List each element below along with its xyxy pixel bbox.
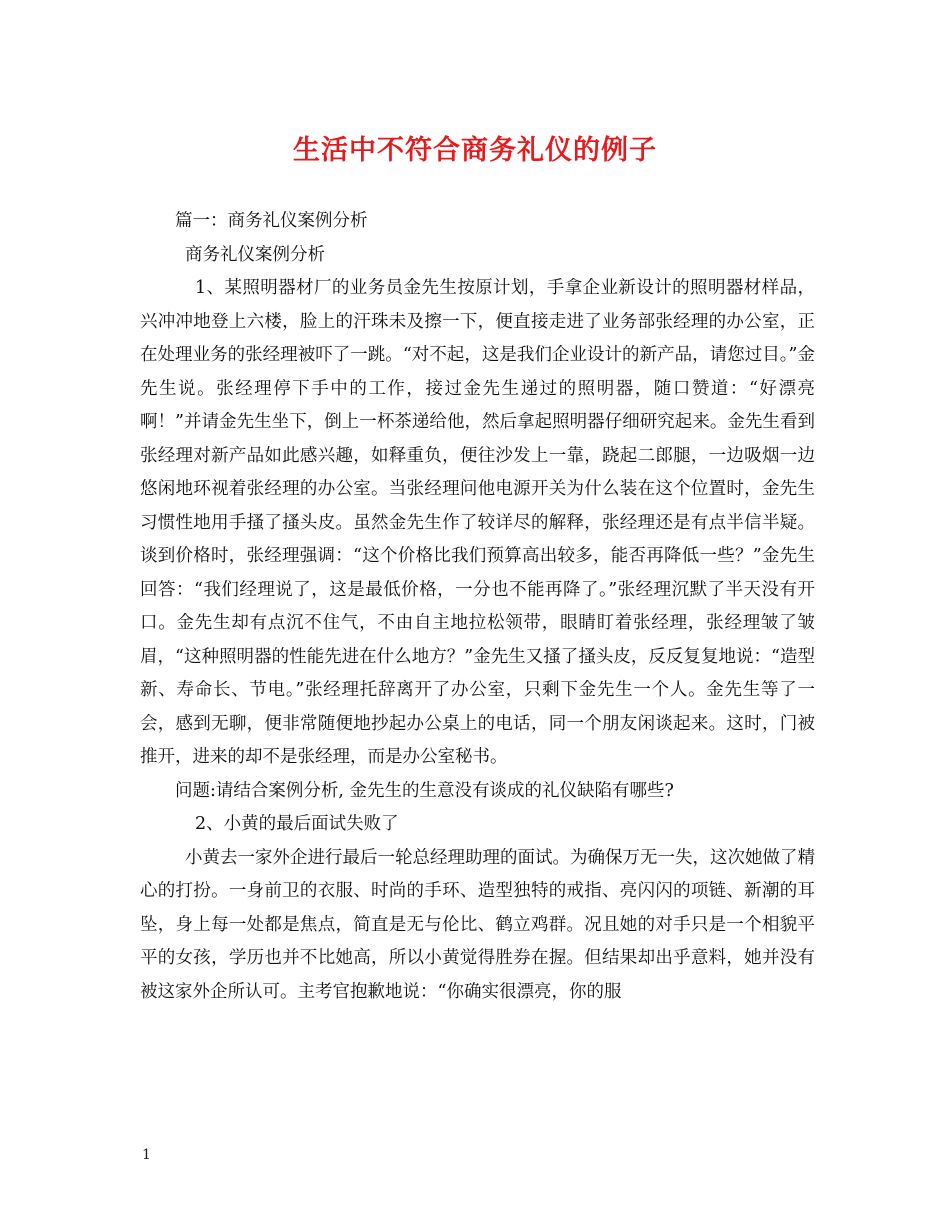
case-heading-2: 2、小黄的最后面试失败了 (195, 814, 399, 834)
section-heading: 篇一：商务礼仪案例分析 (175, 211, 368, 231)
page-number: 1 (142, 1147, 151, 1163)
case-paragraph-2: 小黄去一家外企进行最后一轮总经理助理的面试。为确保万无一失，这次她做了精心的打扮。一身前卫的衣服、时尚的手环、造型独特的戒指、亮闪闪的项链、新潮的耳坠，身上每一处都是焦点，简直是无与伦比、鹤立鸡群。况且她的对手只是一个相貌平平的女孩，学历也并不比她高，所以小黄觉得胜券在握。但结果却出乎意料，她并没有被这家外企所认可。主考官抱歉地说：“你确实很漂亮，你的服 (140, 847, 815, 1002)
case-paragraph-1: 1、某照明器材厂的业务员金先生按原计划，手拿企业新设计的照明器材样品，兴冲冲地登上六楼，脸上的汗珠未及擦一下，便直接走进了业务部张经理的办公室，正在处理业务的张经理被吓了一跳。“对不起，这是我们企业设计的新产品，请您过目。”金先生说。张经理停下手中的工作，接过金先生递过的照明器，随口赞道：“好漂亮啊！”并请金先生坐下，倒上一杯茶递给他，然后拿起照明器仔细研究起来。金先生看到张经理对新产品如此感兴趣，如释重负，便往沙发上一靠，跷起二郎腿，一边吸烟一边悠闲地环视着张经理的办公室。当张经理问他电源开关为什么装在这个位置时，金先生习惯性地用手搔了搔头皮。虽然金先生作了较详尽的解释，张经理还是有点半信半疑。谈到价格时，张经理强调：“这个价格比我们预算高出较多，能否再降低一些？”金先生回答：“我们经理说了，这是最低价格，一分也不能再降了。”张经理沉默了半天没有开口。金先生却有点沉不住气，不由自主地拉松领带，眼睛盯着张经理，张经理皱了皱眉，“这种照明器的性能先进在什么地方？”金先生又搔了搔头皮，反反复复地说：“造型新、寿命长、节电。”张经理托辞离开了办公室，只剩下金先生一个人。金先生等了一会，感到无聊，便非常随便地抄起办公桌上的电话，同一个朋友闲谈起来。这时，门被推开，进来的却不是张经理，而是办公室秘书。 (140, 278, 815, 767)
document-title: 生活中不符合商务礼仪的例子 (293, 135, 657, 166)
question-paragraph: 问题:请结合案例分析, 金先生的生意没有谈成的礼仪缺陷有哪些? (175, 780, 674, 801)
subsection-heading: 商务礼仪案例分析 (185, 244, 325, 265)
document-body (140, 205, 815, 1009)
